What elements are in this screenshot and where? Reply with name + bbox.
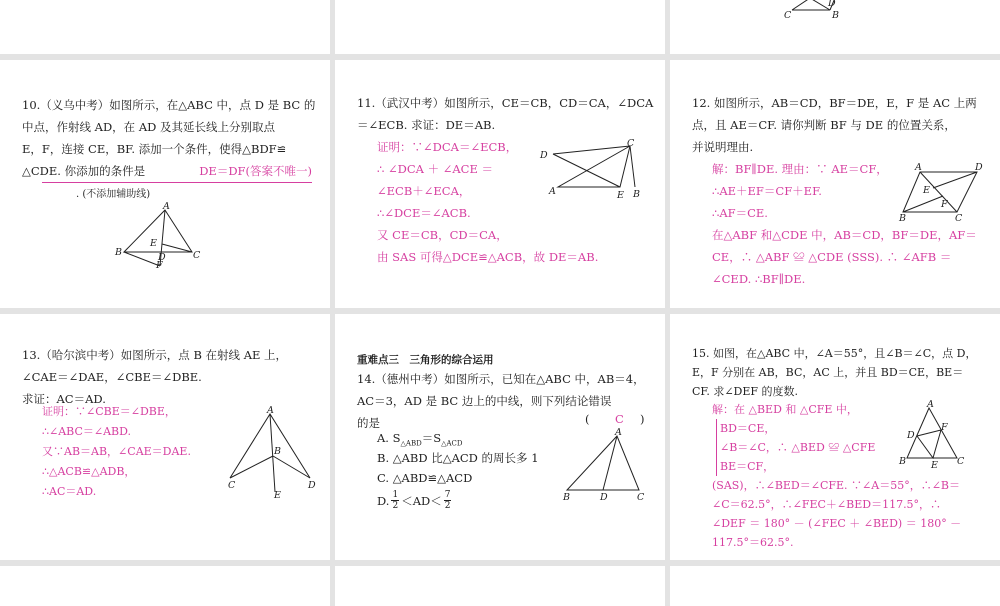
- q13-proof: 证明：∵∠CBE＝∠DBE， ∴∠ABC＝∠ABD. 又∵AB＝AB，∠CAE＝DAE. ∴△ACB≌△ADB， ∴AC＝AD.: [42, 405, 191, 498]
- q12-label-e: E: [923, 185, 930, 196]
- panel-bottom-left: [0, 566, 330, 606]
- q13-label-d: D: [308, 480, 316, 491]
- q14-option-d-mid: ＜AD＜: [401, 493, 442, 508]
- top-fig-label-d: D: [828, 0, 836, 9]
- q11-label-c: C: [627, 138, 635, 149]
- panel-top-right: [670, 0, 1000, 54]
- q14-option-d-den2: 2: [444, 501, 451, 511]
- q15-label-f: F: [941, 422, 948, 433]
- panel-q14: [335, 314, 665, 560]
- q13-label-e: E: [274, 490, 281, 498]
- q12-solution-left: 解：BF∥DE. 理由：∵ AE＝CF， ∴AE＋EF＝CF＋EF. ∴AF＝CE.: [712, 162, 888, 220]
- top-fig-label-c: C: [784, 10, 792, 21]
- q14-paren-close: ): [640, 412, 645, 426]
- q14-paren-open: (: [585, 412, 590, 426]
- q14-figure: [555, 428, 655, 502]
- panel-bottom-right: [670, 566, 1000, 606]
- q14-label-a: A: [615, 428, 622, 438]
- q10-figure: [110, 202, 210, 268]
- q14-label-b: B: [563, 492, 570, 502]
- q10-label-d: D: [158, 252, 166, 263]
- panel-top-left: [0, 0, 330, 54]
- panel-bottom-middle: [335, 566, 665, 606]
- q14-option-a-sub2: △ACD: [441, 439, 463, 448]
- q15-text: 15. 如图，在△ABC 中，∠A＝55°，且∠B＝∠C，点 D， E，F 分别在 AB，BC，AC 上，并且 BD＝CE，BE＝ CF. 求∠DEF 的度数.: [692, 347, 977, 398]
- q14-option-a-label: A.: [377, 431, 389, 445]
- q15-label-a: A: [927, 400, 934, 410]
- q13-label-a: A: [267, 406, 274, 416]
- panel-top-middle: [335, 0, 665, 54]
- q14-option-d-den1: 2: [392, 501, 399, 511]
- q10-label-e: E: [150, 238, 157, 249]
- q14-answer: C: [615, 412, 624, 426]
- q14-option-a-eq: ＝S: [421, 431, 442, 445]
- q15-label-d: D: [907, 430, 915, 441]
- q10-label-a: A: [163, 202, 170, 212]
- q10-label-c: C: [193, 250, 201, 261]
- q14-option-d-num2: 7: [444, 490, 451, 500]
- q10-label-f: F: [156, 260, 163, 268]
- q11-label-d: D: [540, 150, 548, 161]
- q14-text: 14.（德州中考）如图所示，已知在△ABC 中，AB＝4， AC＝3，AD 是 BC 边上的中线，则下列结论错误 的是: [357, 372, 645, 430]
- panel-q13: [0, 314, 330, 560]
- q12-figure: [895, 160, 985, 222]
- q15-label-c: C: [957, 456, 965, 467]
- q15-sol-line1: 解：在 △BED 和 △CFE 中，: [712, 403, 858, 416]
- q12-text: 12. 如图所示，AB＝CD，BF＝DE，E，F 是 AC 上两 点，且 AE＝CF. 请你判断 BF 与 DE 的位置关系， 并说明理由.: [692, 96, 977, 154]
- q12-label-b: B: [899, 213, 906, 222]
- q13-label-b: B: [274, 446, 281, 457]
- panel-q15: [670, 314, 1000, 560]
- panel-q10: [0, 60, 330, 308]
- q11-label-e: E: [617, 190, 624, 201]
- q13-figure: [222, 406, 322, 498]
- q14-option-a-sub1: △ABD: [400, 439, 422, 448]
- q14-option-d: [377, 490, 451, 511]
- q11-figure: [535, 138, 645, 204]
- q10-answer: DE＝DF(答案不唯一): [42, 160, 312, 183]
- q12-solution-full: 在△ABF 和△CDE 中，AB＝CD，BF＝DE，AF＝ CE，∴ △ABF ≌ △CDE (SSS). ∴ ∠AFB ＝ ∠CED. ∴BF∥DE.: [712, 228, 977, 286]
- q14-option-d-label: D.: [377, 493, 390, 508]
- q15-sol-rest: (SAS)，∴∠BED＝∠CFE. ∵∠A＝55°，∴∠B＝ ∠C＝62.5°，∴∠FEC＋∠BED＝117.5°，∴ ∠DEF ＝ 180° － (∠FEC ＋ ∠BED) ＝ 180° － 117.5°＝62.5°.: [712, 479, 962, 549]
- q10-tail: . (不添加辅助线): [76, 189, 151, 200]
- panel-q12: [670, 60, 1000, 308]
- q11-label-a: A: [549, 186, 556, 197]
- panel-q11: [335, 60, 665, 308]
- q14-option-d-num1: 1: [392, 490, 399, 500]
- q13-text: 13.（哈尔滨中考）如图所示，点 B 在射线 AE 上， ∠CAE＝∠DAE，∠CBE＝∠DBE. 求证：AC＝AD.: [22, 348, 288, 406]
- q11-text: 11.（武汉中考）如图所示，CE＝CB，CD＝CA，∠DCA ＝∠ECB. 求证：DE＝AB.: [357, 96, 654, 132]
- q15-brace-lines: BD＝CE， ∠B＝∠C，∴ △BED ≌ △CFE BE＝CF，: [716, 419, 920, 476]
- q12-label-c: C: [955, 213, 963, 222]
- q12-label-a: A: [915, 162, 922, 173]
- q14-option-c: C. △ABD≌△ACD: [377, 471, 473, 485]
- q11-proof: 证明：∵∠DCA＝∠ECB， ∴ ∠DCA ＋ ∠ACE ＝ ∠ECB＋∠ECA， ∴∠DCE＝∠ACB. 又 CE＝CB，CD＝CA， 由 SAS 可得△DCE≌△ACB，故 DE＝AB.: [377, 140, 599, 264]
- q15-label-e: E: [931, 460, 938, 468]
- q14-option-a-s1: S: [392, 431, 401, 445]
- q11-label-b: B: [633, 189, 640, 200]
- top-fig-label-b: B: [832, 10, 839, 21]
- q14-heading: 重难点三 三角形的综合运用: [357, 354, 494, 366]
- q12-label-f: F: [941, 199, 948, 210]
- q15-label-b: B: [899, 456, 906, 467]
- q15-figure: [895, 400, 965, 468]
- top-figure: [780, 0, 860, 22]
- q13-label-c: C: [228, 480, 236, 491]
- q14-label-c: C: [637, 492, 645, 502]
- q10-label-b: B: [115, 247, 122, 258]
- q12-label-d: D: [975, 162, 983, 173]
- q10-text: 10.（义乌中考）如图所示，在△ABC 中，点 D 是 BC 的 中点，作射线 AD，在 AD 及其延长线上分别取点 E，F，连接 CE，BF. 添加一个条件，使得△BDF≌ △CDE. 你添加的条件是: [22, 98, 316, 178]
- q14-option-b: B. △ABD 比△ACD 的周长多 1: [377, 451, 539, 465]
- q14-label-d: D: [600, 492, 608, 502]
